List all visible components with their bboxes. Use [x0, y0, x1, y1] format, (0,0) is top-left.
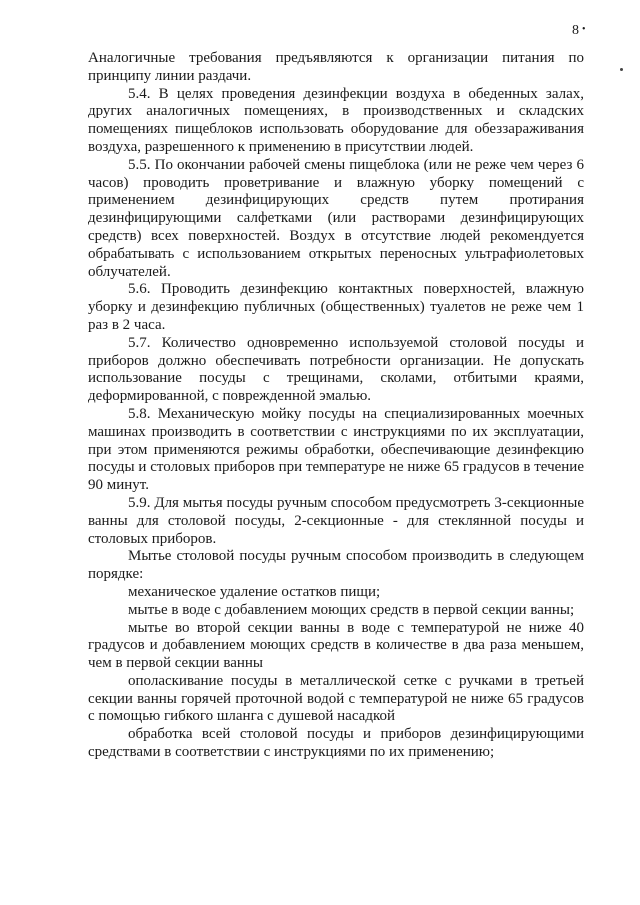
paragraph-intro: Аналогичные требования предъявляются к организации питания по принципу линии раздачи. [88, 50, 584, 84]
page-number-value: 8 [572, 23, 579, 38]
paragraph-5-5: 5.5. По окончании рабочей смены пищеблока (или не реже чем через 6 часов) проводить проветривание и влажную уборку помещений с применением дезинфицирующих средств путем протирания дезинфицирующими салфетками (или растворами дезинфицирующих средств) всех поверхностей. Воздух в отсутствие людей рекомендуется обрабатывать с использованием открытых переносных ультрафиолетовых облучателей. [88, 156, 584, 280]
scan-speck [620, 68, 623, 71]
document-body [88, 50, 584, 762]
paragraph-5-9: 5.9. Для мытья посуды ручным способом предусмотреть 3-секционные ванны для столовой посуды, 2-секционные - для стеклянной посуды и столовых приборов. [88, 494, 584, 547]
paragraph-5-7: 5.7. Количество одновременно используемой столовой посуды и приборов должно обеспечивать потребности организации. Не допускать использование посуды с трещинами, сколами, отбитыми краями, деформированной, с поврежденной эмалью. [88, 334, 584, 405]
paragraph-washing-order: Мытье столовой посуды ручным способом производить в следующем порядке: [88, 548, 584, 583]
paragraph-step-5: обработка всей столовой посуды и приборов дезинфицирующими средствами в соответствии с инструкциями по их применению; [88, 726, 584, 761]
page-number-mark: • [582, 24, 586, 35]
paragraph-step-3: мытье во второй секции ванны в воде с температурой не ниже 40 градусов и добавлением моющих средств в количестве в два раза меньшем, чем в первой секции ванны [88, 619, 584, 672]
paragraph-step-4: ополаскивание посуды в металлической сетке с ручками в третьей секции ванны горячей проточной водой с температурой не ниже 65 градусов с помощью гибкого шланга с душевой насадкой [88, 672, 584, 725]
page-number [572, 22, 586, 39]
paragraph-5-6: 5.6. Проводить дезинфекцию контактных поверхностей, влажную уборку и дезинфекцию публичных (общественных) туалетов не реже чем 1 раз в 2 часа. [88, 281, 584, 333]
paragraph-5-4: 5.4. В целях проведения дезинфекции воздуха в обеденных залах, других аналогичных помещениях, в производственных и складских помещениях пищеблоков использовать оборудование для обеззараживания воздуха, разрешенного к применению в присутствии людей. [88, 85, 584, 155]
paragraph-step-2: мытье в воде с добавлением моющих средств в первой секции ванны; [128, 601, 575, 618]
paragraph-step-1: механическое удаление остатков пищи; [128, 583, 381, 600]
paragraph-5-8: 5.8. Механическую мойку посуды на специализированных моечных машинах производить в соответствии с инструкциями по их эксплуатации, при этом применяются режимы обработки, обеспечивающие дезинфекцию посуды и столовых приборов при температуре не ниже 65 градусов в течение 90 минут. [88, 405, 584, 494]
